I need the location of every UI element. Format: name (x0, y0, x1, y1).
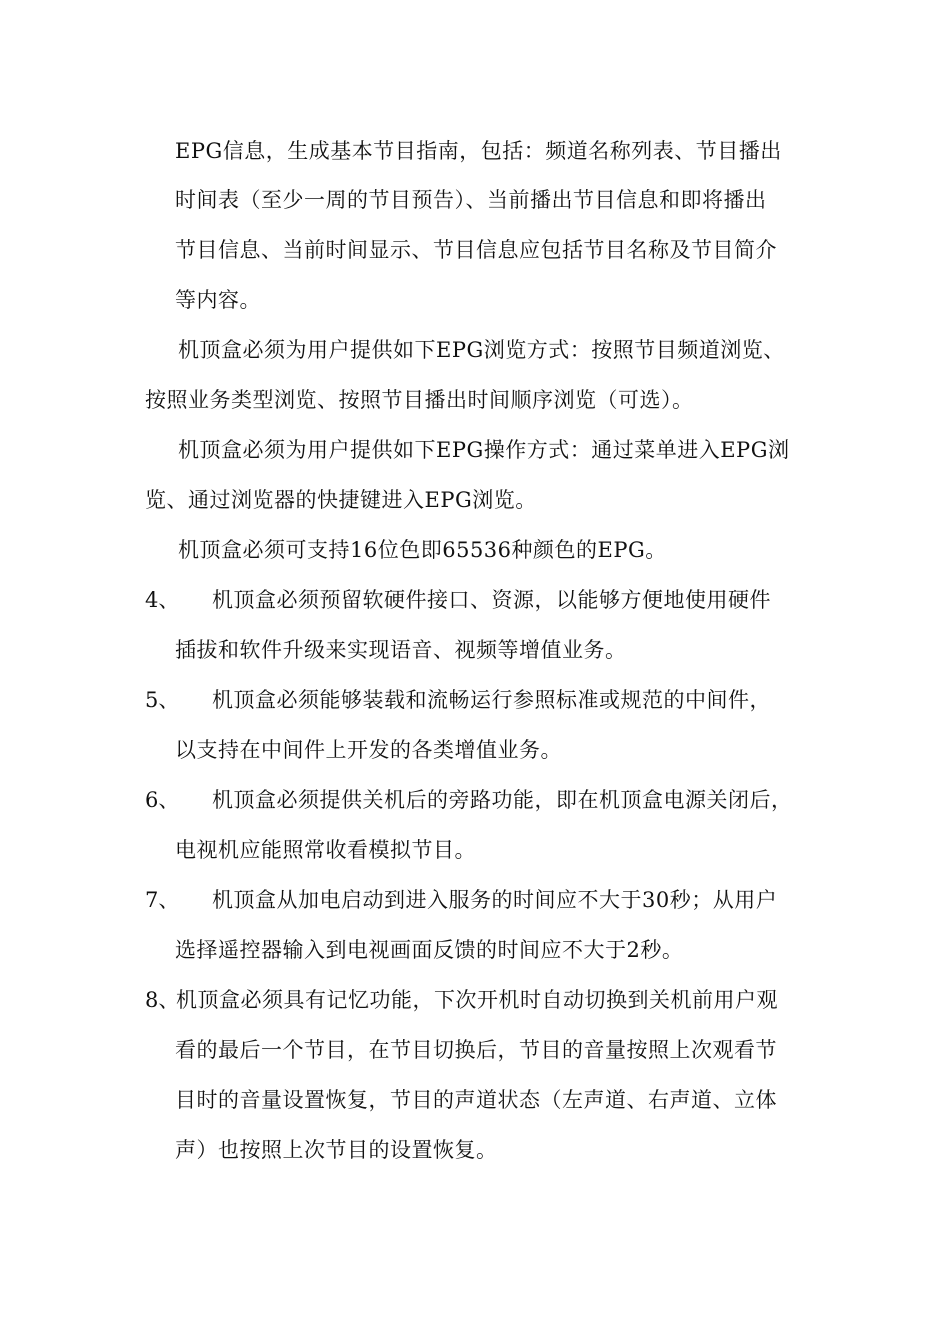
text-line: 按照业务类型浏览、按照节目播出时间顺序浏览（可选）。 (145, 388, 694, 412)
text-line: 等内容。 (175, 288, 261, 312)
text-line: 节目信息、当前时间显示、节目信息应包括节目名称及节目简介 (175, 238, 777, 262)
text-line: 机顶盒必须可支持16位色即65536种颜色的EPG。 (178, 538, 667, 562)
item-number: 4、 (145, 588, 180, 612)
text-line: 机顶盒从加电启动到进入服务的时间应不大于30秒；从用户 (212, 888, 778, 912)
text-line: 声）也按照上次节目的设置恢复。 (175, 1138, 498, 1162)
text-line: EPG信息，生成基本节目指南，包括：频道名称列表、节目播出 (175, 139, 782, 163)
text-line: 电视机应能照常收看模拟节目。 (175, 838, 476, 862)
text-line: 选择遥控器输入到电视画面反馈的时间应不大于2秒。 (175, 938, 684, 962)
text-line: 览、通过浏览器的快捷键进入EPG浏览。 (145, 488, 537, 512)
text-line: 机顶盒必须预留软硬件接口、资源，以能够方便地使用硬件 (212, 588, 771, 612)
text-line: 插拔和软件升级来实现语音、视频等增值业务。 (175, 638, 627, 662)
item-number: 6、 (145, 788, 180, 812)
item-number: 8、 (145, 988, 180, 1012)
text-line: 以支持在中间件上开发的各类增值业务。 (175, 738, 562, 762)
text-line: 机顶盒必须为用户提供如下EPG浏览方式：按照节目频道浏览、 (178, 338, 785, 362)
text-line: 时间表（至少一周的节目预告）、当前播出节目信息和即将播出 (175, 188, 767, 212)
text-line: 看的最后一个节目，在节目切换后，节目的音量按照上次观看节 (175, 1038, 777, 1062)
item-number: 7、 (145, 888, 180, 912)
text-line: 目时的音量设置恢复，节目的声道状态（左声道、右声道、立体 (175, 1088, 777, 1112)
text-line: 机顶盒必须具有记忆功能，下次开机时自动切换到关机前用户观 (176, 988, 778, 1012)
text-line: 机顶盒必须能够装载和流畅运行参照标准或规范的中间件， (212, 688, 771, 712)
text-line: 机顶盒必须为用户提供如下EPG操作方式：通过菜单进入EPG浏 (178, 438, 790, 462)
text-line: 机顶盒必须提供关机后的旁路功能，即在机顶盒电源关闭后， (212, 788, 793, 812)
item-number: 5、 (145, 688, 180, 712)
